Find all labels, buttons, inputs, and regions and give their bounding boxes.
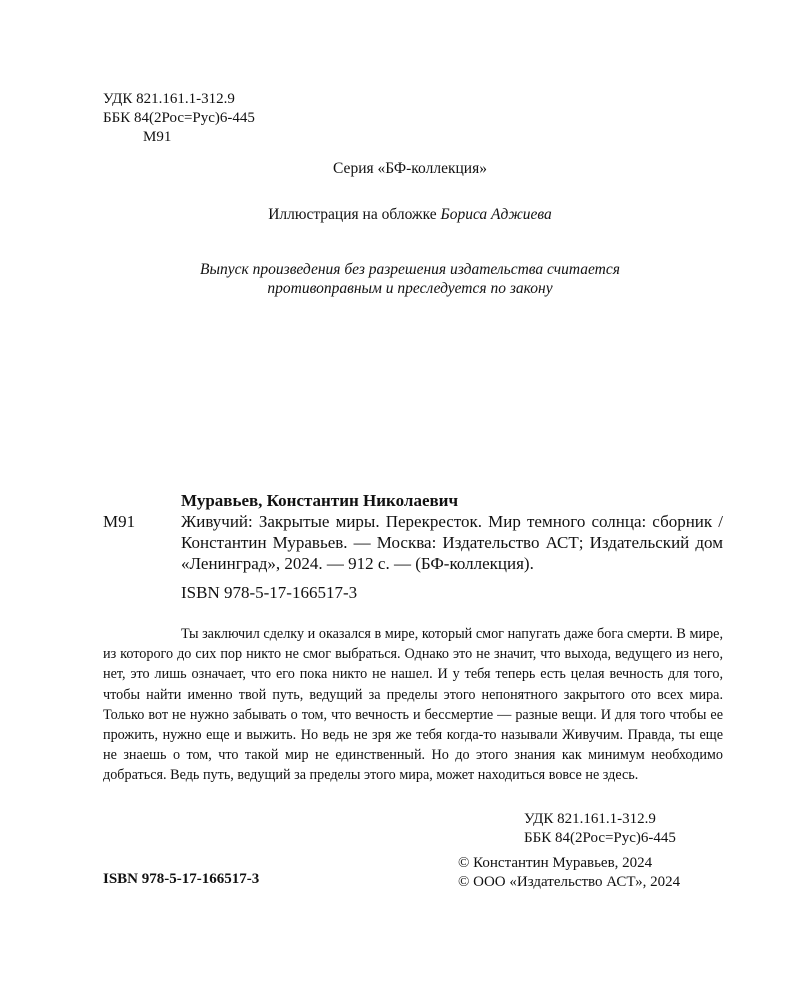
author-name: Муравьев, Константин Николаевич (181, 491, 459, 510)
entry-description: Живучий: Закрытые миры. Перекресток. Мир темного солнца: сборник / Константин Муравьев. — Москва: Издательство АСТ; Издательский дом «Ленинград», 2024. — 912 с. — (БФ-коллекция). (181, 512, 723, 573)
classification-codes-top (103, 90, 255, 147)
bibliographic-entry (103, 511, 723, 574)
author-mark: М91 (143, 129, 172, 145)
copyright-line-2: © ООО «Издательство АСТ», 2024 (458, 874, 681, 890)
copyright-notice (458, 854, 680, 892)
warning-line-1: Выпуск произведения без разрешения издательства считается (200, 261, 620, 278)
annotation (103, 624, 723, 786)
entry-isbn: ISBN 978-5-17-166517-3 (181, 583, 358, 602)
classification-codes-bottom (524, 810, 676, 848)
illustration-prefix: Иллюстрация на обложке (268, 206, 437, 223)
bibliographic-record (103, 490, 723, 603)
series-title: Серия «БФ-коллекция» (333, 160, 487, 177)
footer-isbn: ISBN 978-5-17-166517-3 (103, 871, 260, 887)
illustration-artist: Бориса Аджиева (440, 206, 552, 223)
copyright-line-1: © Константин Муравьев, 2024 (458, 855, 653, 871)
copyright-warning (130, 260, 690, 298)
footer-bbk-code: ББК 84(2Рос=Рус)6-445 (524, 830, 676, 846)
warning-line-2: противоправным и преследуется по закону (267, 280, 553, 297)
bbk-code: ББК 84(2Рос=Рус)6-445 (103, 110, 255, 126)
udk-code: УДК 821.161.1-312.9 (103, 91, 235, 107)
footer-udk-code: УДК 821.161.1-312.9 (524, 811, 656, 827)
illustration-credit (10, 206, 800, 224)
entry-code: М91 (103, 512, 136, 531)
annotation-text: Ты заключил сделку и оказался в мире, который смог напугать даже бога смерти. В мире, из которого до сих пор никто не смог выбраться. Однако это не значит, что выхода, ведущего из него, нет, это лишь означает, что его пока никто не нашел. И у тебя теперь есть целая вечность для того, чтобы найти именно твой путь, ведущий за пределы этого непонятного закрытого ото всех мира. Только вот не нужно забывать о том, что вечность и бессмертие — разные вещи. И для того чтобы ее прожить, нужно еще и выжить. Но ведь не зря же тебя когда-то называли Живучим. Правда, ты еще не знаешь о том, что такой мир не единственный. Но до этого знания как минимум необходимо добраться. Ведь путь, ведущий за пределы этого мира, может находиться вовсе не здесь. (103, 626, 723, 784)
